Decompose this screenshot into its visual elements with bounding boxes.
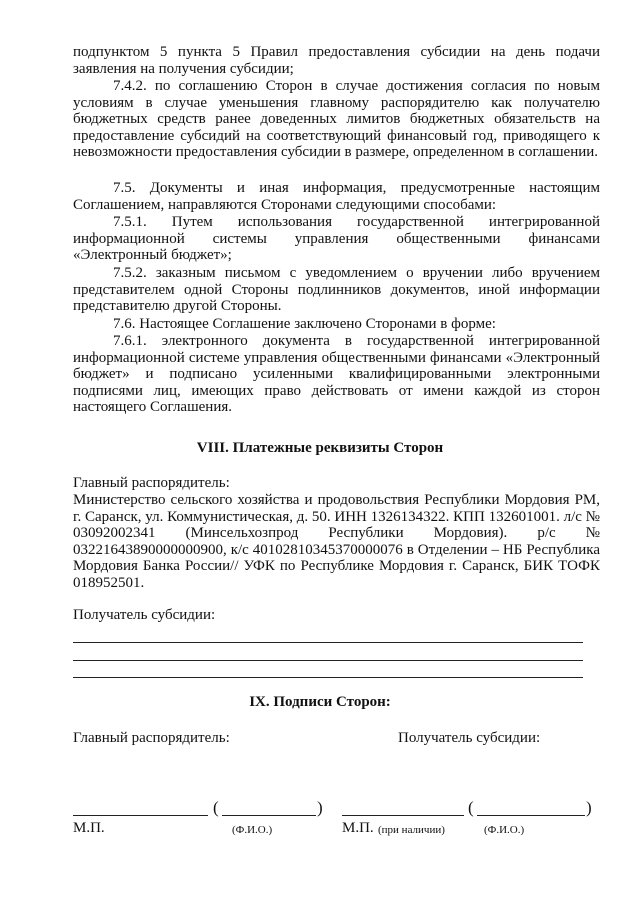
fio-left-open-paren: ( <box>213 798 219 817</box>
stamp-right-note: (при наличии) <box>378 824 445 836</box>
paragraph-7-6-1: 7.6.1. электронного документа в государственной интегрированной информационной системе управления общественными финансами «Электронный бюджет» и подписано усиленными квалифицированными электронными подписями лиц, имеющих право действовать от имени каждой из сторон настоящего Соглашения. <box>73 333 600 416</box>
fio-right-close-paren: ) <box>586 798 592 817</box>
recipient-blank-line-1 <box>73 642 583 643</box>
stamp-right: М.П. <box>342 820 374 836</box>
signature-left-line <box>73 815 208 816</box>
distributor-details: Министерство сельского хозяйства и продовольствия Республики Мордовия РМ, г. Саранск, ул. Коммунистическая, д. 50. ИНН 1326134322. КПП 132601001. л/с № 03092002341 (Минсельхозпрод Республики Мордовия). р/с № 03221643890000000900, к/с 40102810345370000076 в Отделении – НБ Республика Мордовия Банка России// УФК по Республике Мордовия г. Саранск, БИК ТОФК 018952501. <box>73 492 600 591</box>
recipient-blank-line-2 <box>73 660 583 661</box>
distributor-label: Главный распорядитель: <box>73 475 230 491</box>
paragraph-7-4-2: 7.4.2. по соглашению Сторон в случае достижения согласия по новым условиям в случае уменьшения главному распорядителю как получателю бюджетных средств ранее доведенных лимитов бюджетных обязательств на предоставление субсидий на соответствующий финансовый год, приводящего к невозможности предоставления субсидии в размере, определенном в соглашении. <box>73 78 600 161</box>
fio-left-caption: (Ф.И.О.) <box>232 824 273 836</box>
fio-left-line <box>222 815 316 816</box>
signature-right-line <box>342 815 464 816</box>
paragraph-7-5: 7.5. Документы и иная информация, предусмотренные настоящим Соглашением, направляются Сторонами следующими способами: <box>73 180 600 213</box>
recipient-blank-line-3 <box>73 677 583 678</box>
recipient-label: Получатель субсидии: <box>73 607 216 623</box>
paragraph-7-5-1: 7.5.1. Путем использования государственной интегрированной информационной системы управления общественными финансами «Электронный бюджет»; <box>73 214 600 264</box>
section-9-heading: IX. Подписи Сторон: <box>249 694 391 710</box>
paragraph-continuation: подпунктом 5 пункта 5 Правил предоставления субсидии на день подачи заявления на получения субсидии; <box>73 44 600 77</box>
fio-right-caption: (Ф.И.О.) <box>484 824 525 836</box>
fio-left-close-paren: ) <box>317 798 323 817</box>
paragraph-7-6: 7.6. Настоящее Соглашение заключено Сторонами в форме: <box>113 316 496 332</box>
section-8-heading: VIII. Платежные реквизиты Сторон <box>196 440 444 456</box>
fio-right-line <box>477 815 585 816</box>
fio-right-open-paren: ( <box>468 798 474 817</box>
signature-right-label: Получатель субсидии: <box>398 730 541 746</box>
signature-left-label: Главный распорядитель: <box>73 730 230 746</box>
paragraph-7-5-2: 7.5.2. заказным письмом с уведомлением о вручении либо вручением представителем одной Стороны подлинников документов, иной информации представителю другой Стороны. <box>73 265 600 315</box>
stamp-left: М.П. <box>73 820 105 836</box>
